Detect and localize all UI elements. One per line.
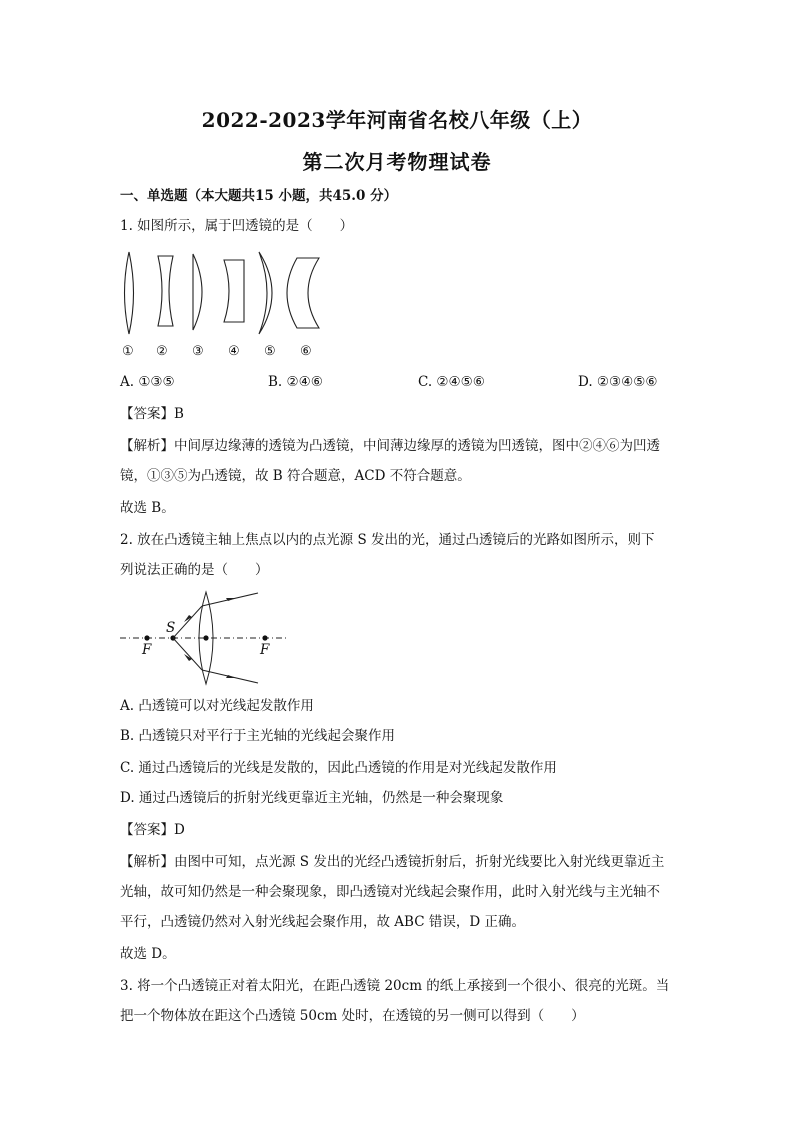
q1-lens-figure [115,250,335,336]
q1-answer: 【答案】B [120,406,184,422]
q1-stem: 1. 如图所示，属于凹透镜的是（ ） [120,218,354,234]
label-f-right: F [260,642,270,658]
q2-analysis-line-2: 光轴，故可知仍然是一种会聚现象，即凸透镜对光线起会聚作用，此时入射光线与主光轴不 [120,884,660,900]
section-heading: 一、单选题（本大题共15 小题，共45.0 分） [120,188,398,204]
q1-option-b: B. ②④⑥ [268,374,323,390]
lens-label-4: ④ [228,344,240,359]
lens-label-1: ① [122,344,134,359]
lens-label-6: ⑥ [300,344,312,359]
q1-analysis-line-2: 镜，①③⑤为凸透镜，故 B 符合题意，ACD 不符合题意。 [120,468,471,484]
incident-ray-upper [173,606,202,638]
q1-option-a: A. ①③⑤ [120,374,175,390]
q2-option-b: B. 凸透镜只对平行于主光轴的光线起会聚作用 [120,728,396,744]
lens-center [203,635,208,640]
lens-4-plano-concave [224,260,244,322]
lens-label-3: ③ [192,344,204,359]
q2-conclusion: 故选 D。 [120,946,176,962]
lens-label-5: ⑤ [264,344,276,359]
lens-3-plano-convex [193,254,202,330]
q2-stem-line-2: 列说法正确的是（ ） [120,562,269,578]
exam-subtitle: 第二次月考物理试卷 [302,150,492,174]
q2-analysis-line-1: 【解析】由图中可知，点光源 S 发出的光经凸透镜折射后，折射光线要比入射光线更靠近主 [120,854,665,870]
incident-ray-lower [173,638,202,670]
label-f-left: F [142,642,152,658]
lens-label-2: ② [156,344,168,359]
q3-stem-line-1: 3. 将一个凸透镜正对着太阳光，在距凸透镜 20cm 的纸上承接到一个很小、很亮的光斑。当 [120,978,670,994]
q1-option-d: D. ②③④⑤⑥ [578,374,658,390]
lens-1-biconvex [125,252,134,334]
q2-option-d: D. 通过凸透镜后的折射光线更靠近主光轴，仍然是一种会聚现象 [120,790,504,806]
label-s: S [166,620,176,636]
q3-stem-line-2: 把一个物体放在距这个凸透镜 50cm 处时，在透镜的另一侧可以得到（ ） [120,1008,585,1024]
lens-6-concave-meniscus [287,258,319,328]
q2-answer: 【答案】D [120,822,185,838]
q2-option-c: C. 通过凸透镜后的光线是发散的，因此凸透镜的作用是对光线起发散作用 [120,760,557,776]
lens-2-biconcave [158,256,173,326]
q2-stem-line-1: 2. 放在凸透镜主轴上焦点以内的点光源 S 发出的光，通过凸透镜后的光路如图所示，则下 [120,532,655,548]
q1-option-c: C. ②④⑤⑥ [418,374,485,390]
exam-title: 2022-2023学年河南省名校八年级（上） [201,108,593,132]
lens-5-convex-meniscus [259,252,272,334]
q2-analysis-line-3: 平行，凸透镜仍然对入射光线起会聚作用，故 ABC 错误，D 正确。 [120,914,525,930]
q1-analysis-line-1: 【解析】中间厚边缘薄的透镜为凸透镜，中间薄边缘厚的透镜为凹透镜，图中②④⑥为凹透 [120,438,660,454]
q1-conclusion: 故选 B。 [120,500,175,516]
q2-option-a: A. 凸透镜可以对光线起发散作用 [120,698,314,714]
